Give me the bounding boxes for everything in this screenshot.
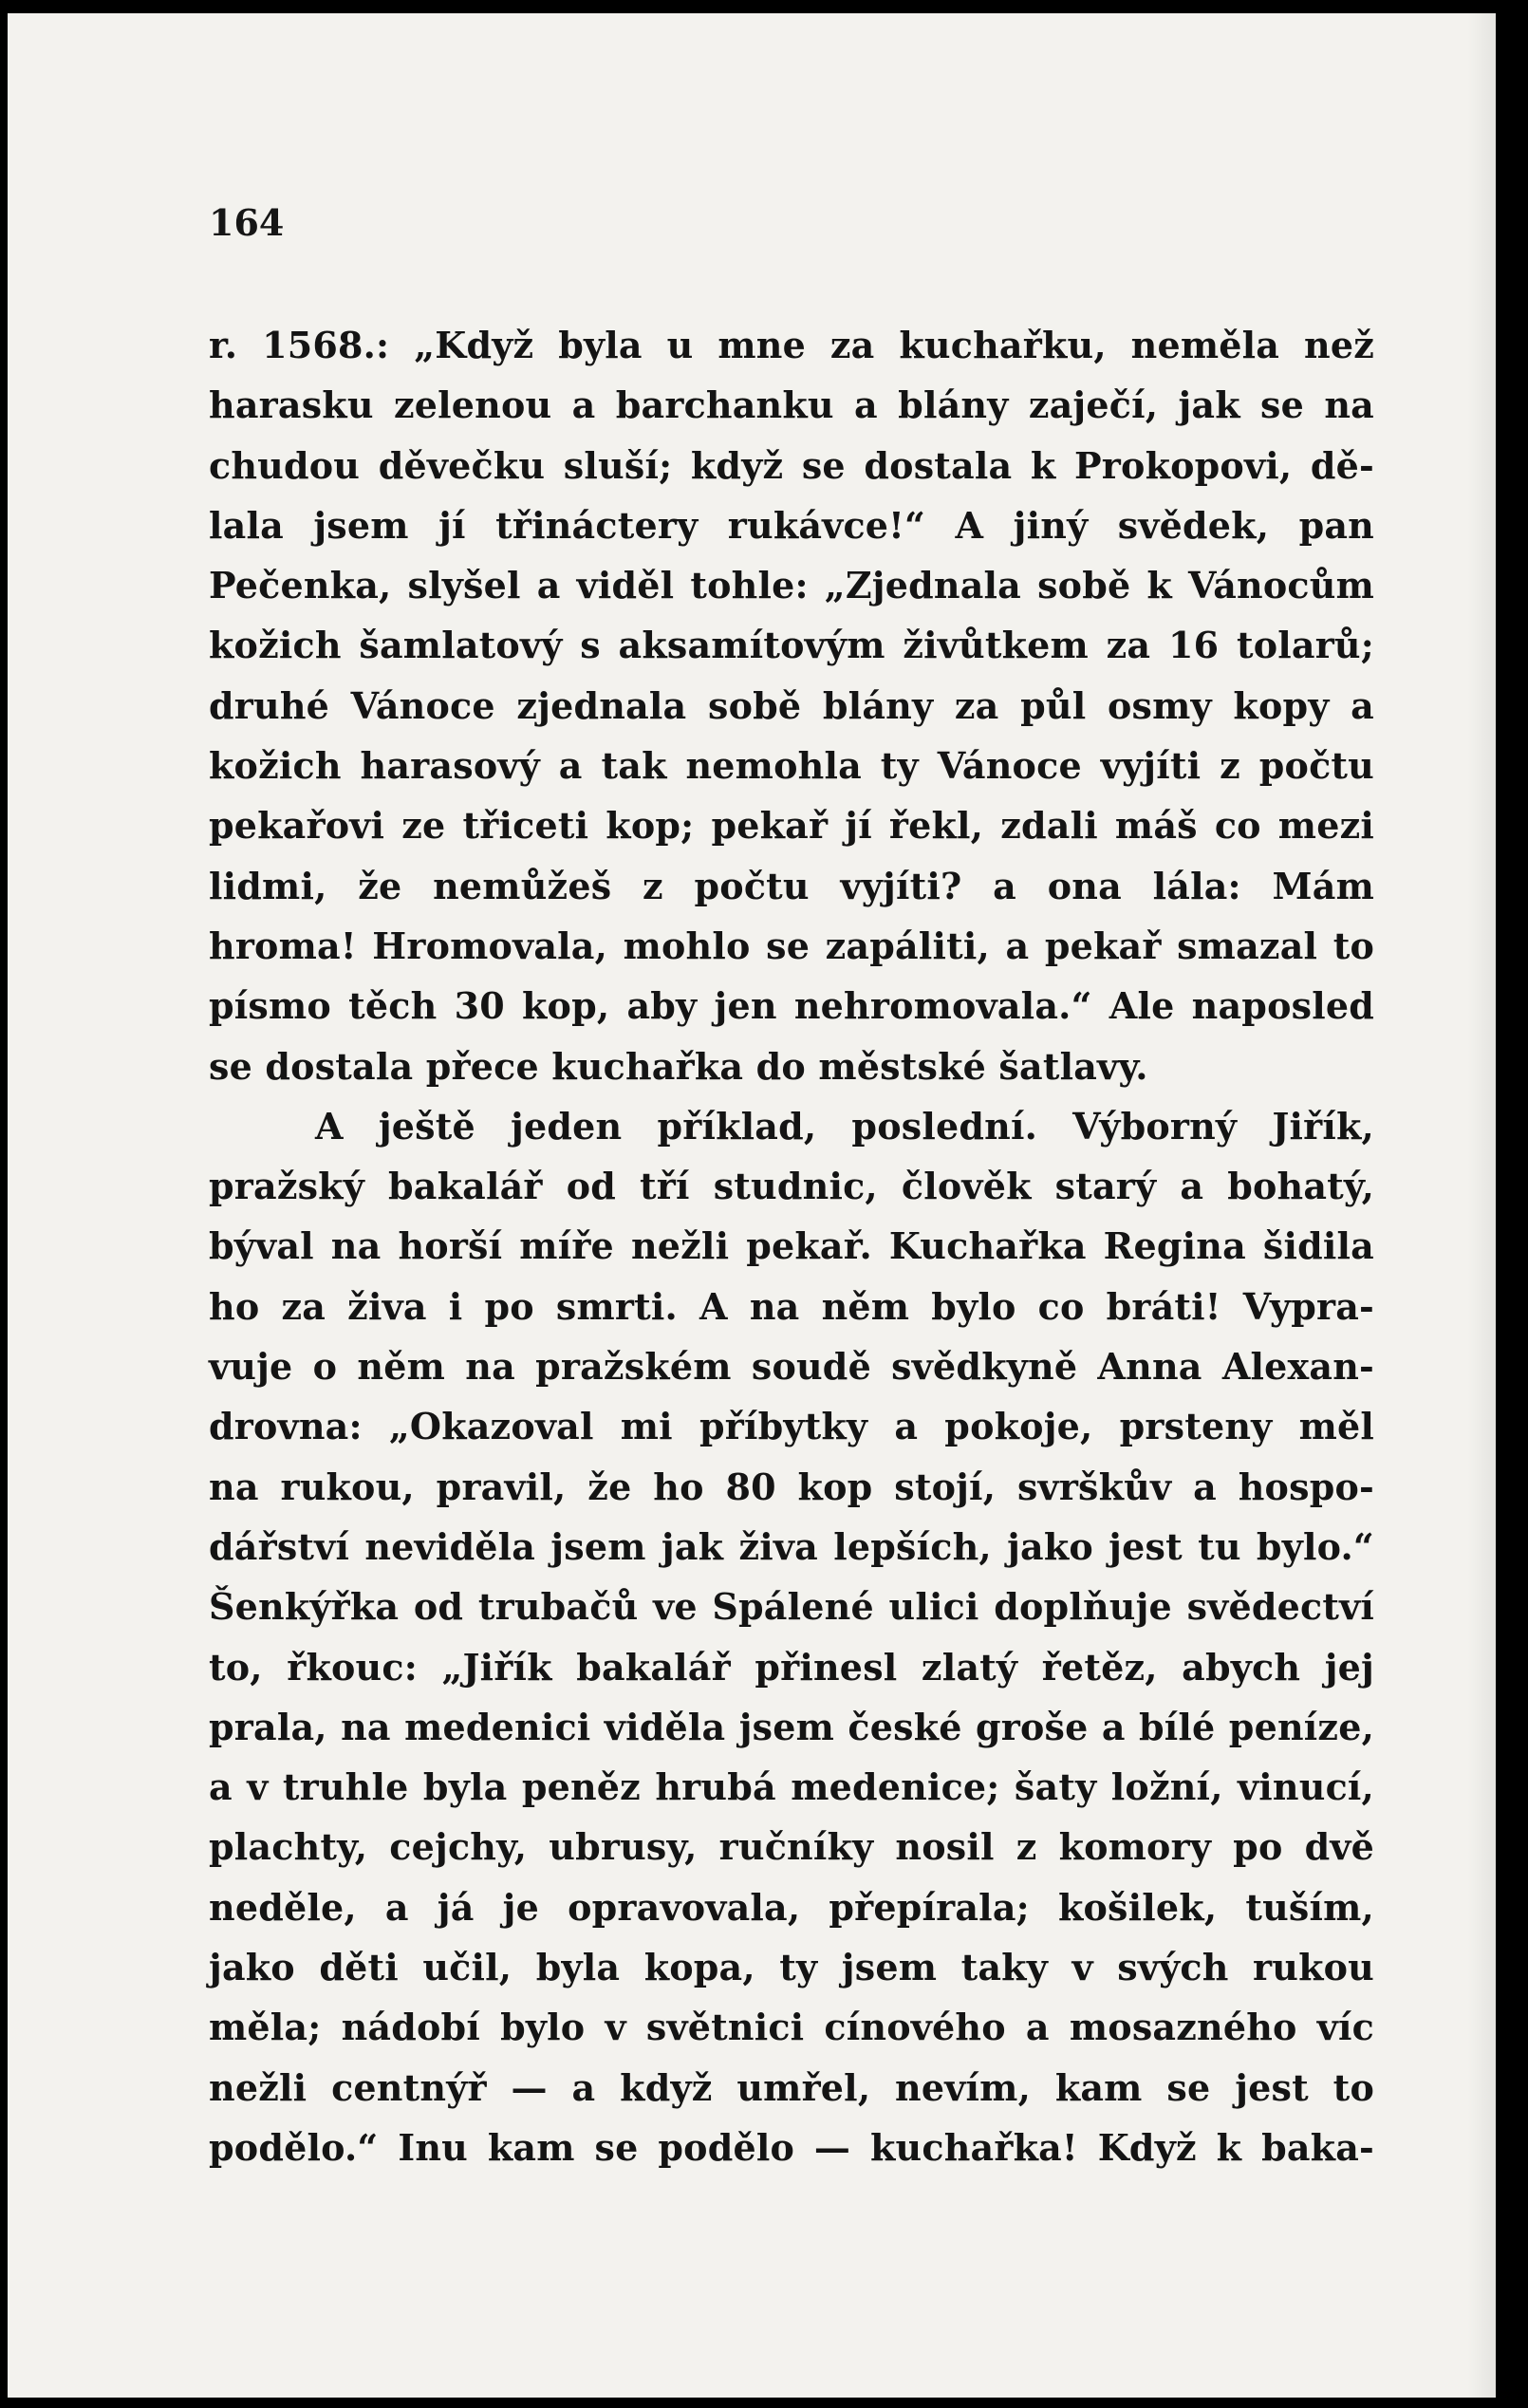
text-line: písmo těch 30 kop, aby jen nehromovala.“ Ale naposled <box>209 984 1374 1028</box>
text-line: Pečenka, slyšel a viděl tohle: „Zjednala sobě k Vánocům <box>209 564 1374 607</box>
text-line: r. 1568.: „Když byla u mne za kuchařku, neměla než <box>209 324 1374 366</box>
text-line: lidmi, že nemůžeš z počtu vyjíti? a ona lála: Mám <box>209 864 1374 907</box>
paragraph-end-line: se dostala přece kuchařka do městské šatlavy. <box>209 1044 1148 1088</box>
text-line: kožich šamlatový s aksamítovým živůtkem za 16 tolarů; <box>209 624 1374 667</box>
text-line: a v truhle byla peněz hrubá medenice; šaty ložní, vinucí, <box>209 1765 1374 1809</box>
text-line: to, řkouc: „Jiřík bakalář přinesl zlatý řetěz, abych jej <box>209 1645 1374 1689</box>
text-line: pražský bakalář od tří studnic, člověk starý a bohatý, <box>209 1165 1374 1208</box>
text-line: Šenkýřka od trubačů ve Spálené ulici doplňuje svědectví <box>209 1585 1374 1629</box>
text-line: drovna: „Okazoval mi příbytky a pokoje, prsteny měl <box>209 1405 1374 1448</box>
text-line: chudou děvečku sluší; když se dostala k Prokopovi, dě- <box>209 443 1374 487</box>
text-line: dářství neviděla jsem jak živa lepších, jako jest tu bylo.“ <box>209 1524 1374 1568</box>
book-page <box>8 13 1496 2398</box>
text-line: druhé Vánoce zjednala sobě blány za půl osmy kopy a <box>209 683 1374 727</box>
text-line: hroma! Hromovala, mohlo se zapáliti, a pekař smazal to <box>209 924 1374 967</box>
text-line: jako děti učil, byla kopa, ty jsem taky v svých rukou <box>209 1946 1374 1989</box>
text-line: lala jsem jí třináctery rukávce!“ A jiný svědek, pan <box>209 503 1374 547</box>
text-line: na rukou, pravil, že ho 80 kop stojí, svrškův a hospo- <box>209 1465 1374 1508</box>
text-line: plachty, cejchy, ubrusy, ručníky nosil z komory po dvě <box>209 1825 1374 1869</box>
text-line: vuje o něm na pražském soudě svědkyně Anna Alexan- <box>209 1345 1374 1389</box>
text-line: prala, na medenici viděla jsem české groše a bílé peníze, <box>209 1705 1374 1748</box>
text-line: neděle, a já je opravovala, přepírala; košilek, tuším, <box>209 1885 1374 1929</box>
text-line: býval na horší míře nežli pekař. Kuchařka Regina šidila <box>209 1224 1374 1268</box>
text-line: harasku zelenou a barchanku a blány zaječí, jak se na <box>209 383 1374 427</box>
page-number: 164 <box>209 201 285 244</box>
text-line: ho za živa i po smrti. A na něm bylo co bráti! Vypra- <box>209 1284 1374 1328</box>
text-line: kožich harasový a tak nemohla ty Vánoce vyjíti z počtu <box>209 744 1374 788</box>
paragraph-start-line: A ještě jeden příklad, poslední. Výborný Jiřík, <box>315 1104 1374 1148</box>
text-line: měla; nádobí bylo v světnici cínového a mosazného víc <box>209 2006 1374 2049</box>
page-edge-shadow <box>1467 13 1496 2398</box>
text-line: podělo.“ Inu kam se podělo — kuchařka! Když k baka- <box>209 2125 1374 2169</box>
body-text <box>209 315 1374 2177</box>
text-line: pekařovi ze třiceti kop; pekař jí řekl, zdali máš co mezi <box>209 804 1374 848</box>
text-line: nežli centnýř — a když umřel, nevím, kam se jest to <box>209 2065 1374 2109</box>
